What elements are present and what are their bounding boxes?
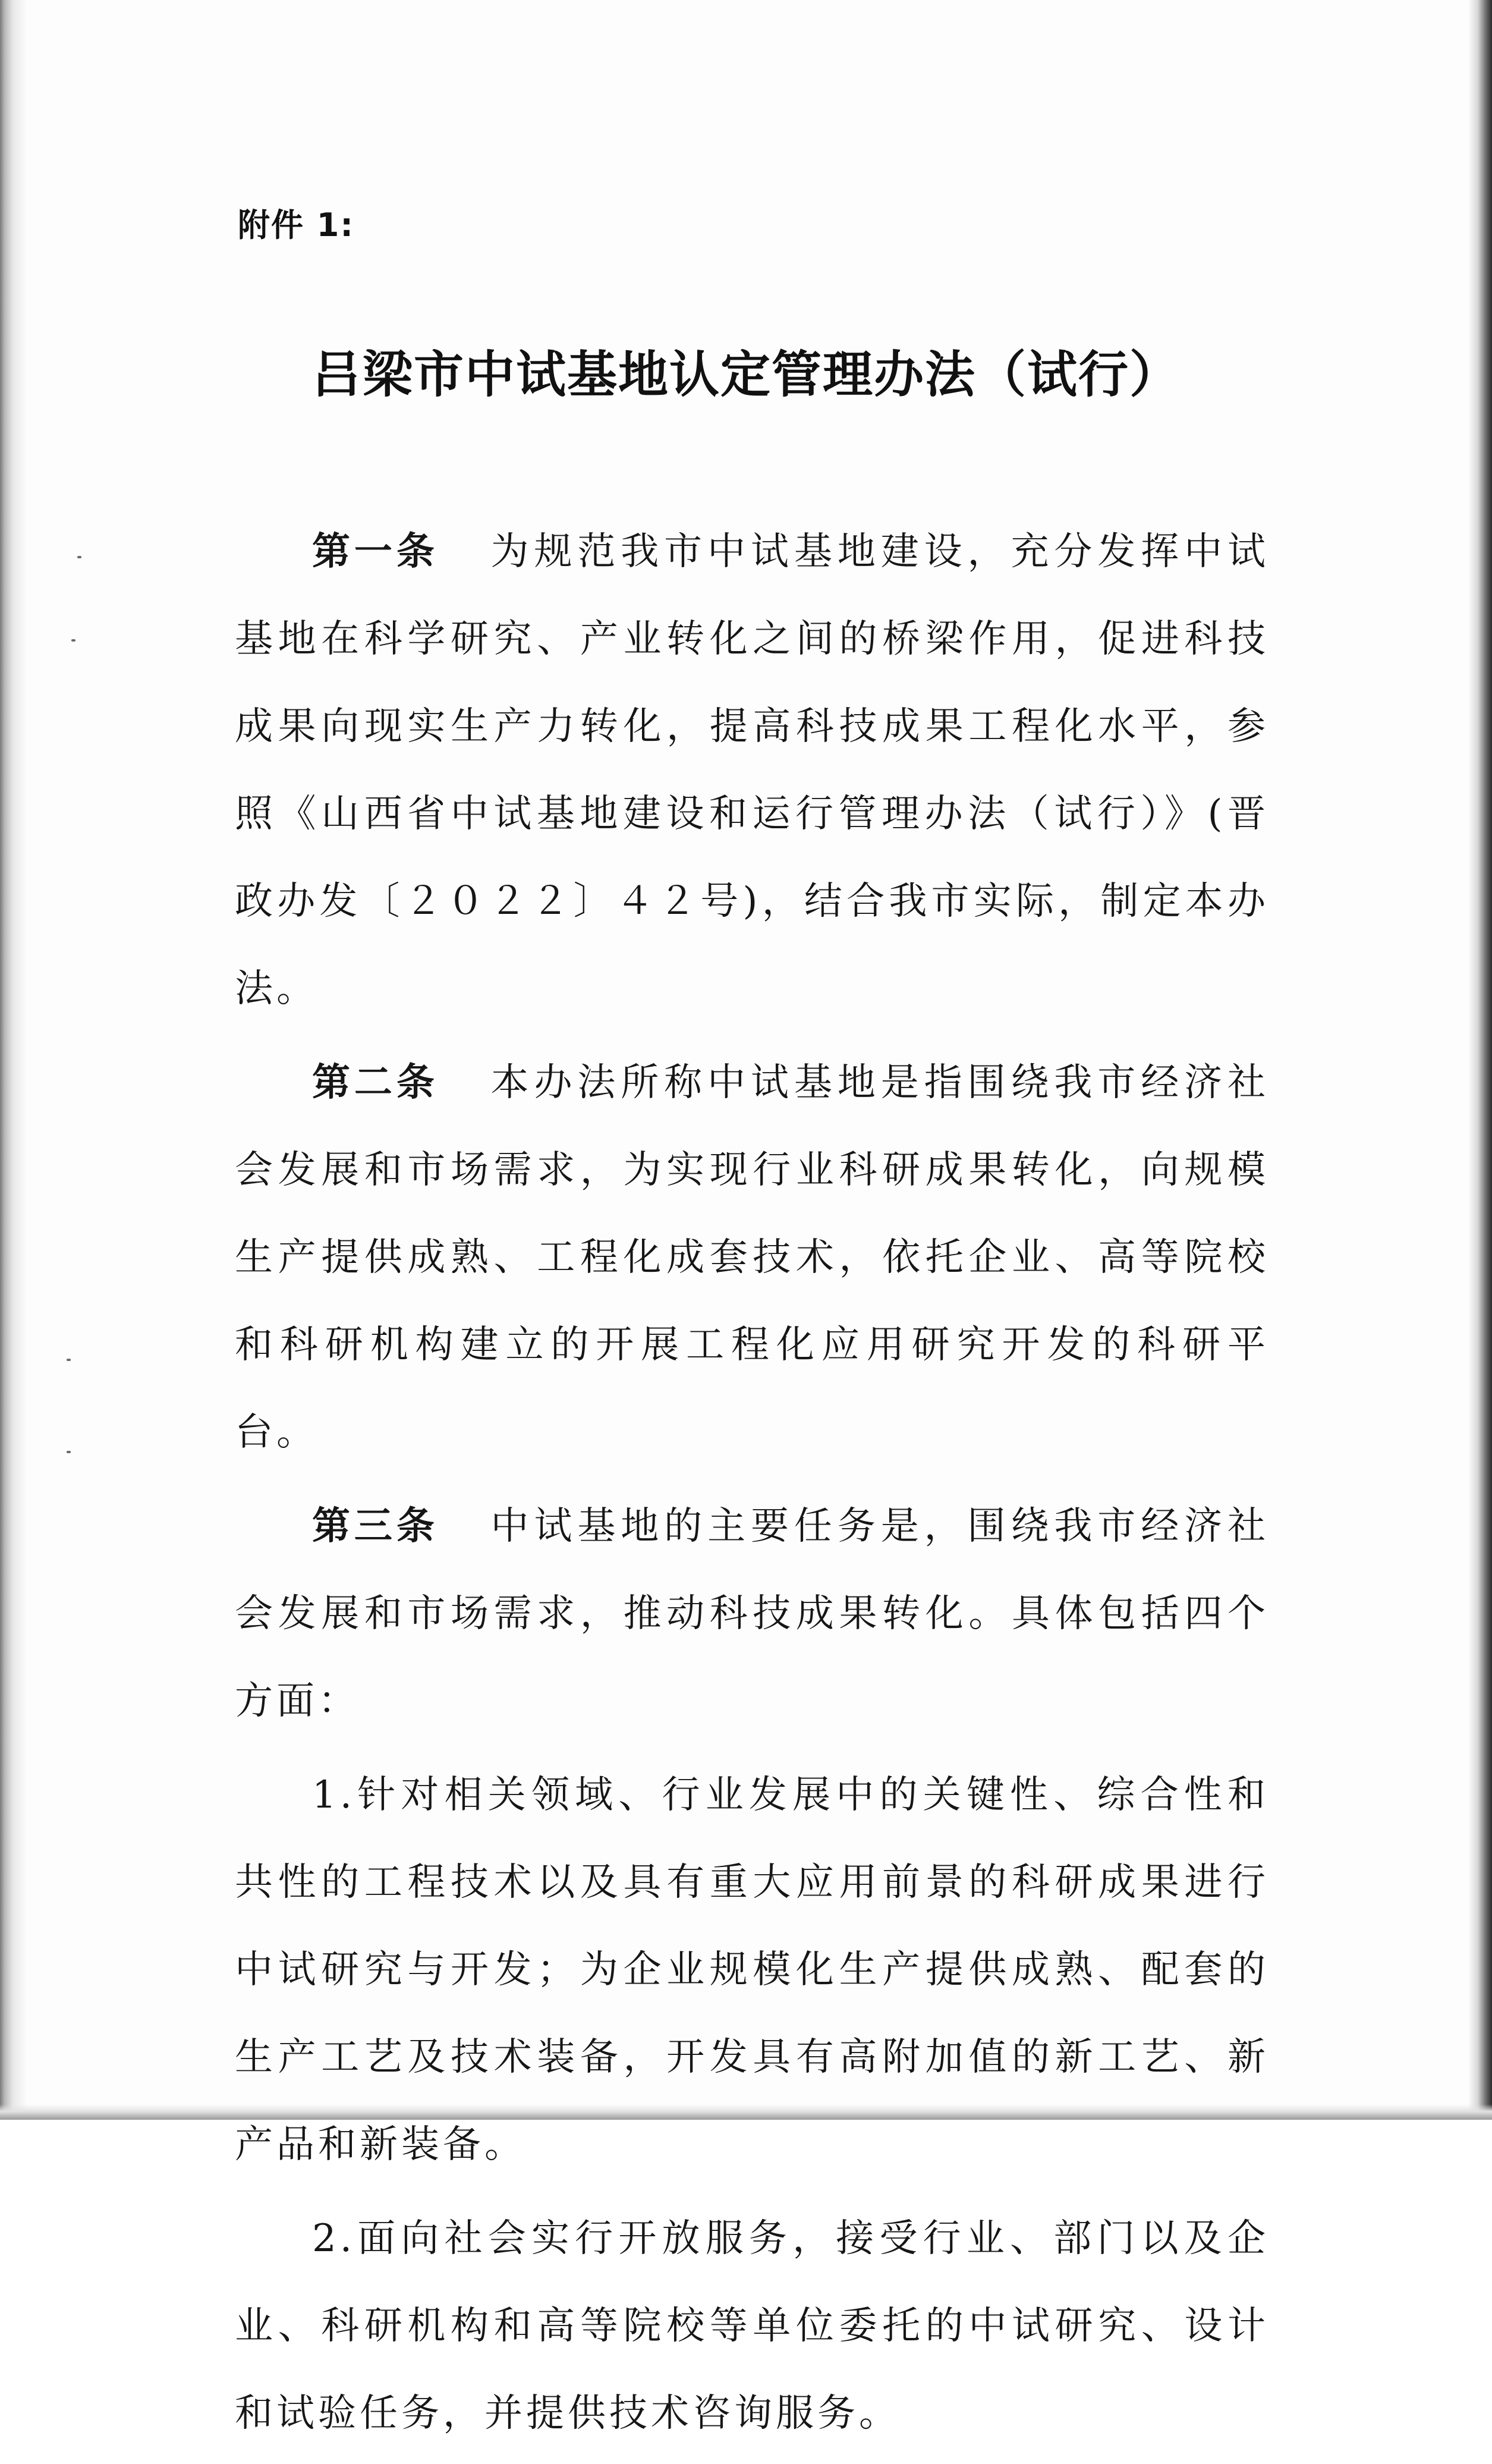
article-1-text: 为规范我市中试基地建设，充分发挥中试基地在科学研究、产业转化之间的桥梁作用，促进科技成果向现实生产力转化，提高科技成果工程化水平，参照《山西省中试基地建设和运行管理办法（试行）》(晋政办发〔２０２２〕４２号)，结合我市实际，制定本办法。	[235, 530, 1270, 1011]
scan-shadow-left	[0, 0, 27, 2120]
article-2-text: 本办法所称中试基地是指围绕我市经济社会发展和市场需求，为实现行业科研成果转化，向规模生产提供成熟、工程化成套技术，依托企业、高等院校和科研机构建立的开展工程化应用研究开发的科研平台。	[235, 1061, 1270, 1454]
document-body	[235, 508, 1269, 2464]
article-2	[235, 1039, 1269, 1476]
scan-speck	[67, 1451, 71, 1453]
scan-speck	[77, 556, 81, 558]
scan-speck	[67, 1359, 71, 1361]
attachment-label: 附件 1:	[238, 206, 354, 244]
article-3	[235, 1483, 1269, 1745]
article-2-heading: 第二条	[312, 1061, 439, 1105]
article-1-heading: 第一条	[312, 530, 439, 574]
article-3-heading: 第三条	[312, 1504, 439, 1548]
list-item-1: 1.针对相关领域、行业发展中的关键性、综合性和共性的工程技术以及具有重大应用前景的科研成果进行中试研究与开发；为企业规模化生产提供成熟、配套的生产工艺及技术装备，开发具有高附加值的新工艺、新产品和新装备。	[235, 1773, 1269, 2167]
document-title: 吕梁市中试基地认定管理办法（试行）	[311, 345, 1181, 404]
scan-shadow-right	[1468, 0, 1492, 2120]
article-3-text: 中试基地的主要任务是，围绕我市经济社会发展和市场需求，推动科技成果转化。具体包括四个方面：	[235, 1504, 1270, 1723]
scan-speck	[71, 639, 75, 642]
list-item-2: 2.面向社会实行开放服务，接受行业、部门以及企业、科研机构和高等院校等单位委托的中试研究、设计和试验任务，并提供技术咨询服务。	[235, 2217, 1269, 2435]
article-1	[235, 508, 1269, 1033]
